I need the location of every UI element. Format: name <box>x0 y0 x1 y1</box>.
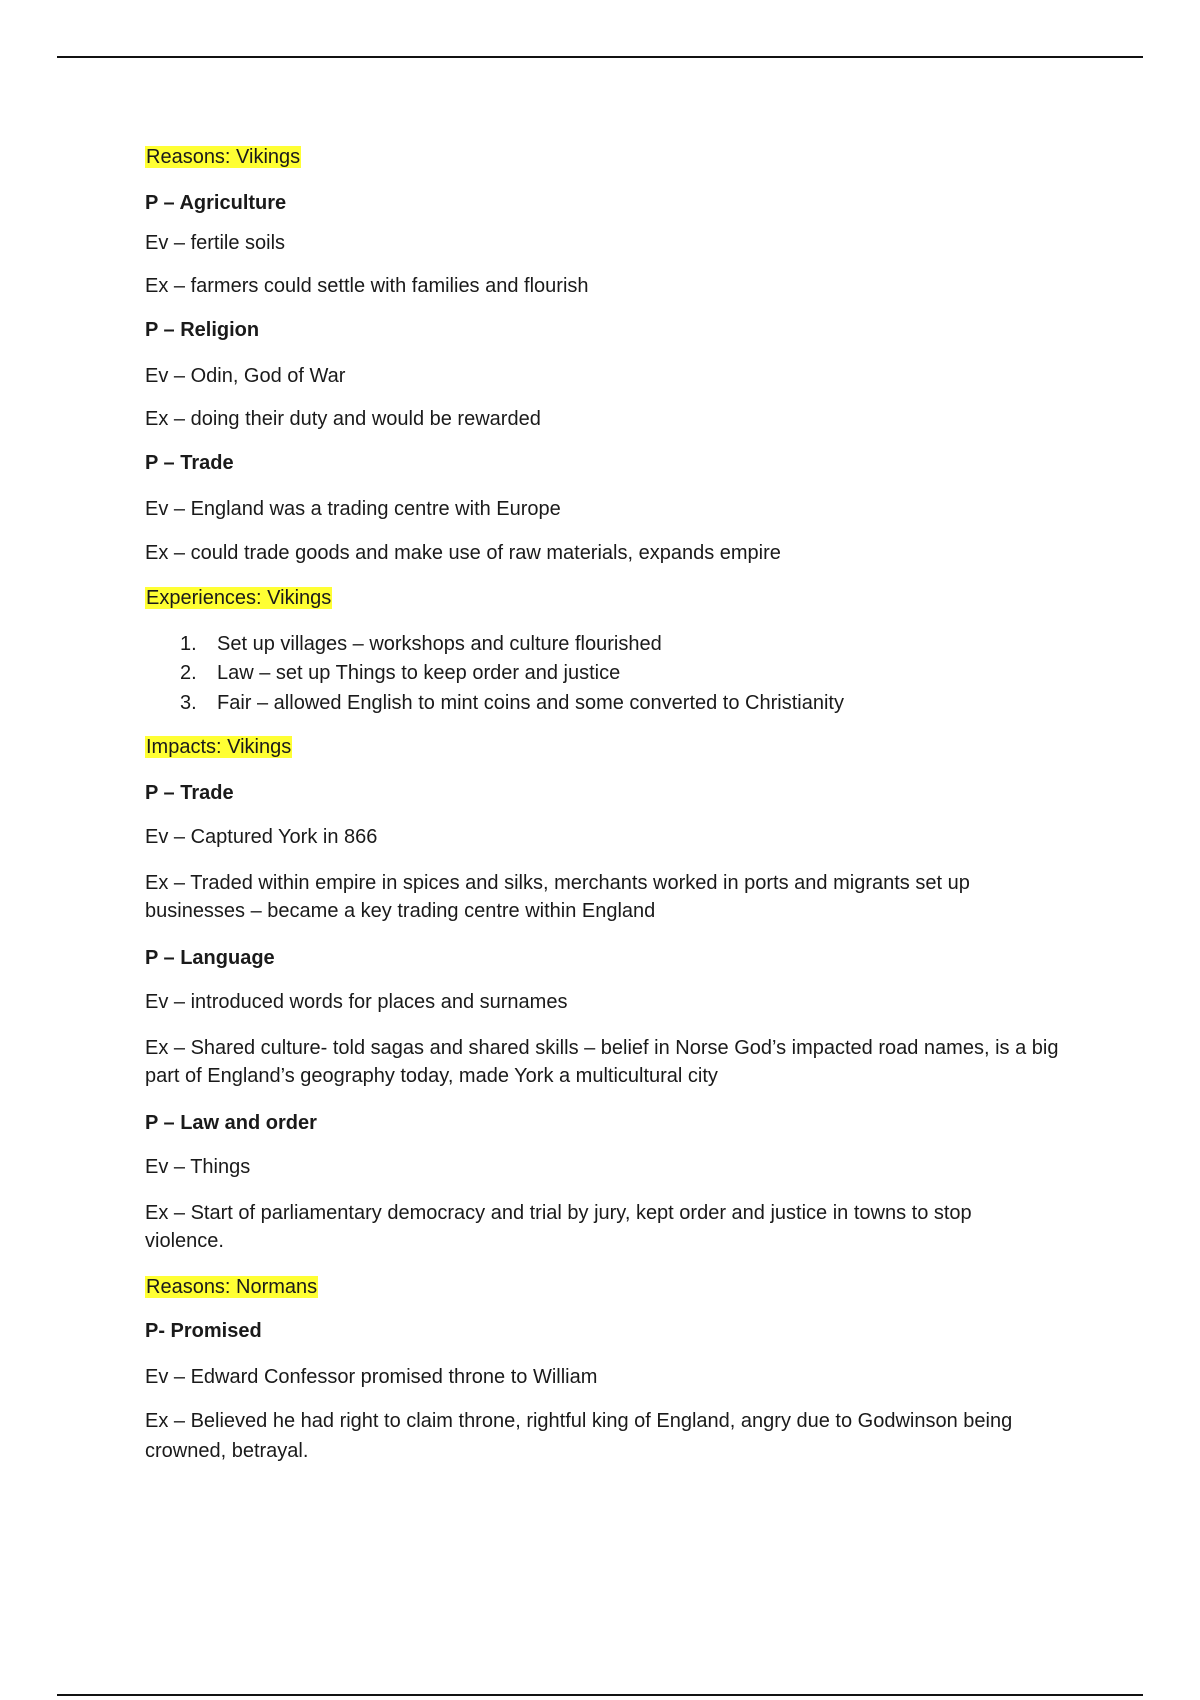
list-number: 2. <box>180 662 197 684</box>
section-heading-impacts-vikings <box>145 733 292 761</box>
section-heading-reasons-normans <box>145 1273 318 1301</box>
explanation-line: Ex – farmers could settle with families and flourish <box>145 275 589 297</box>
highlight: Reasons: Vikings <box>146 146 301 168</box>
list-number: 3. <box>180 692 197 714</box>
evidence-line: Ev – introduced words for places and surnames <box>145 991 568 1013</box>
evidence-line: Ev – Odin, God of War <box>145 365 346 387</box>
explanation-line: violence. <box>145 1230 224 1252</box>
point-trade: P – Trade <box>145 782 234 804</box>
point-promised: P- Promised <box>145 1320 262 1342</box>
point-religion: P – Religion <box>145 319 260 341</box>
evidence-line: Ev – Edward Confessor promised throne to William <box>145 1366 598 1388</box>
point-language: P – Language <box>145 947 275 969</box>
section-heading-reasons-vikings <box>145 143 301 171</box>
point-agriculture: P – Agriculture <box>145 192 287 214</box>
list-number: 1. <box>180 633 197 655</box>
highlight: Impacts: Vikings <box>146 736 292 758</box>
explanation-line: part of England’s geography today, made York a multicultural city <box>145 1065 718 1087</box>
header-rule <box>57 56 1143 58</box>
evidence-line: Ev – Captured York in 866 <box>145 826 378 848</box>
section-heading-experiences-vikings <box>145 584 332 612</box>
highlight: Reasons: Normans <box>146 1276 318 1298</box>
explanation-line: businesses – became a key trading centre within England <box>145 900 656 922</box>
list-item-text: Set up villages – workshops and culture flourished <box>217 633 662 655</box>
highlight: Experiences: Vikings <box>146 587 332 609</box>
explanation-line: Ex – doing their duty and would be rewarded <box>145 408 541 430</box>
evidence-line: Ev – Things <box>145 1156 251 1178</box>
list-item-text: Fair – allowed English to mint coins and some converted to Christianity <box>217 692 844 714</box>
explanation-line: crowned, betrayal. <box>145 1440 309 1462</box>
explanation-line: Ex – could trade goods and make use of raw materials, expands empire <box>145 542 781 564</box>
evidence-line: Ev – England was a trading centre with Europe <box>145 498 561 520</box>
explanation-line: Ex – Start of parliamentary democracy and trial by jury, kept order and justice in towns to stop <box>145 1202 972 1224</box>
explanation-line: Ex – Believed he had right to claim throne, rightful king of England, angry due to Godwinson being <box>145 1410 1013 1432</box>
point-trade: P – Trade <box>145 452 234 474</box>
point-law-and-order: P – Law and order <box>145 1112 317 1134</box>
evidence-line: Ev – fertile soils <box>145 232 286 254</box>
explanation-line: Ex – Traded within empire in spices and silks, merchants worked in ports and migrants set up <box>145 872 970 894</box>
explanation-line: Ex – Shared culture- told sagas and shared skills – belief in Norse God’s impacted road names, is a big <box>145 1037 1059 1059</box>
list-item-text: Law – set up Things to keep order and justice <box>217 662 621 684</box>
footer-rule <box>57 1694 1143 1696</box>
